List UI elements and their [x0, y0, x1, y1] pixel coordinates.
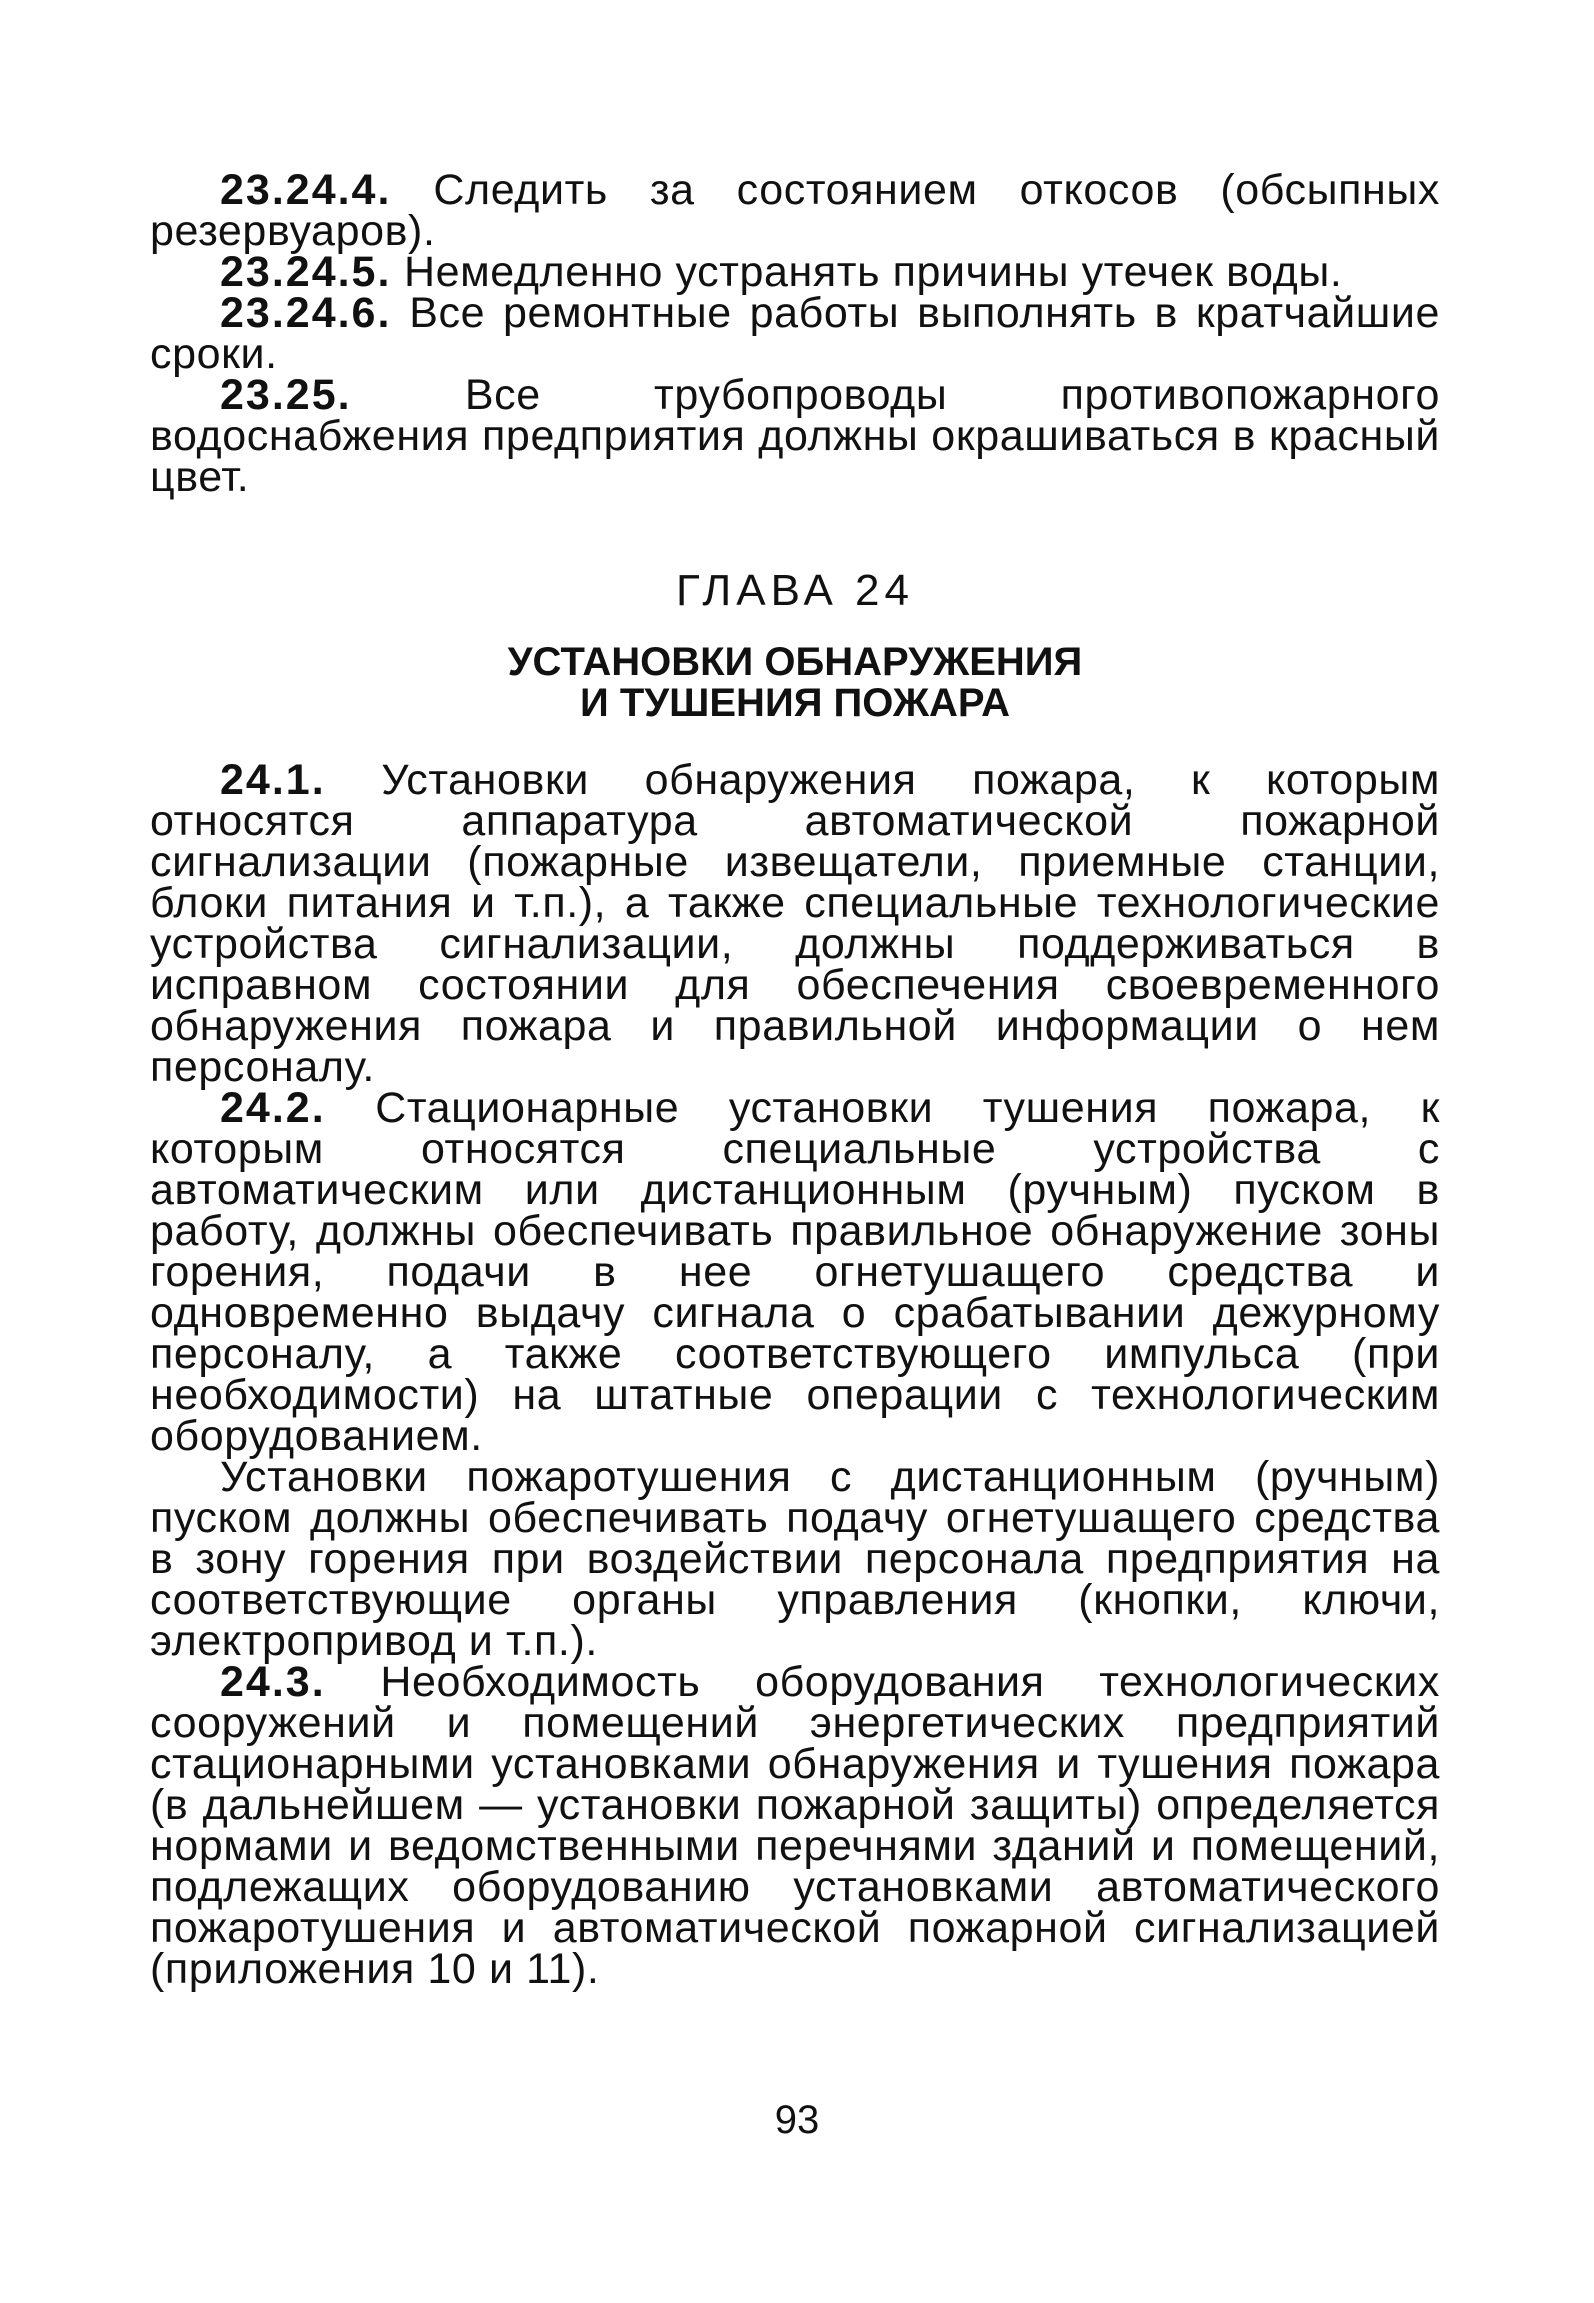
chapter-title-line-1: УСТАНОВКИ ОБНАРУЖЕНИЯ	[507, 640, 1083, 684]
paragraph-24-1	[150, 756, 1441, 1091]
paragraph-number: 23.24.5.	[220, 248, 392, 296]
paragraph-number: 24.3.	[220, 1658, 326, 1706]
paragraph-number: 23.25.	[220, 371, 352, 419]
chapter-title-line-2: И ТУШЕНИЯ ПОЖАРА	[580, 681, 1010, 725]
paragraph-text: Стационарные установки тушения пожара, к которым относятся специальные устройства с автоматическим или дистанционным (ручным) пуском в работу, должны обеспечивать правильное обнаружение зоны горения, подачи в нее огнетушащего средства и одновременно выдачу сигнала о срабатывании дежурному персоналу, а также соответствующего импульса (при необходимости) на штатные операции с технологическим оборудованием.	[150, 1084, 1441, 1460]
paragraph-24-3	[150, 1658, 1440, 1993]
paragraph-text: Все трубопроводы противопожарного водоснабжения предприятия должны окрашиваться в красный цвет.	[150, 371, 1441, 501]
paragraph-24-2	[150, 1084, 1441, 1460]
paragraph-23-24-4	[150, 166, 1441, 255]
chapter-label: ГЛАВА 24	[676, 566, 914, 615]
paragraph-number: 24.1.	[220, 756, 326, 804]
paragraph-number: 23.24.4.	[220, 166, 392, 214]
paragraph-text: Установки обнаружения пожара, к которым относятся аппаратура автоматической пожарной сигнализации (пожарные извещатели, приемные станции, блоки питания и т.п.), а также специальные технологические устройства сигнализации, должны поддерживаться в исправном состоянии для обеспечения своевременного обнаружения пожара и правильной информации о нем персоналу.	[150, 756, 1441, 1091]
page-body	[150, 166, 1441, 1993]
paragraph-text: Необходимость оборудования технологических сооружений и помещений энергетических предприятий стационарными установками обнаружения и тушения пожара (в дальнейшем — установки пожарной защиты) определяется нормами и ведомственными перечнями зданий и помещений, подлежащих оборудованию установками автоматического пожаротушения и автоматической пожарной сигнализацией (приложения 10 и 11).	[150, 1658, 1440, 1993]
paragraph-number: 23.24.6.	[220, 289, 392, 337]
paragraph-number: 24.2.	[220, 1084, 326, 1132]
paragraph-23-24-5	[150, 248, 1440, 296]
paragraph-text: Следить за состоянием откосов (обсыпных резервуаров).	[150, 166, 1441, 255]
paragraph-text: Все ремонтные работы выполнять в кратчайшие сроки.	[150, 289, 1441, 378]
paragraph-23-25	[150, 371, 1441, 501]
paragraph-text: Установки пожаротушения с дистанционным (ручным) пуском должны обеспечивать подачу огнетушащего средства в зону горения при воздействии персонала предприятия на соответствующие органы управления (кнопки, ключи, электропривод и т.п.).	[150, 1453, 1440, 1665]
page-number: 93	[774, 2098, 820, 2142]
paragraph-23-24-6	[150, 289, 1441, 378]
chapter-title	[150, 642, 1440, 724]
paragraph-24-2-continued	[150, 1453, 1440, 1665]
paragraph-text: Немедленно устранять причины утечек воды.	[403, 248, 1343, 296]
